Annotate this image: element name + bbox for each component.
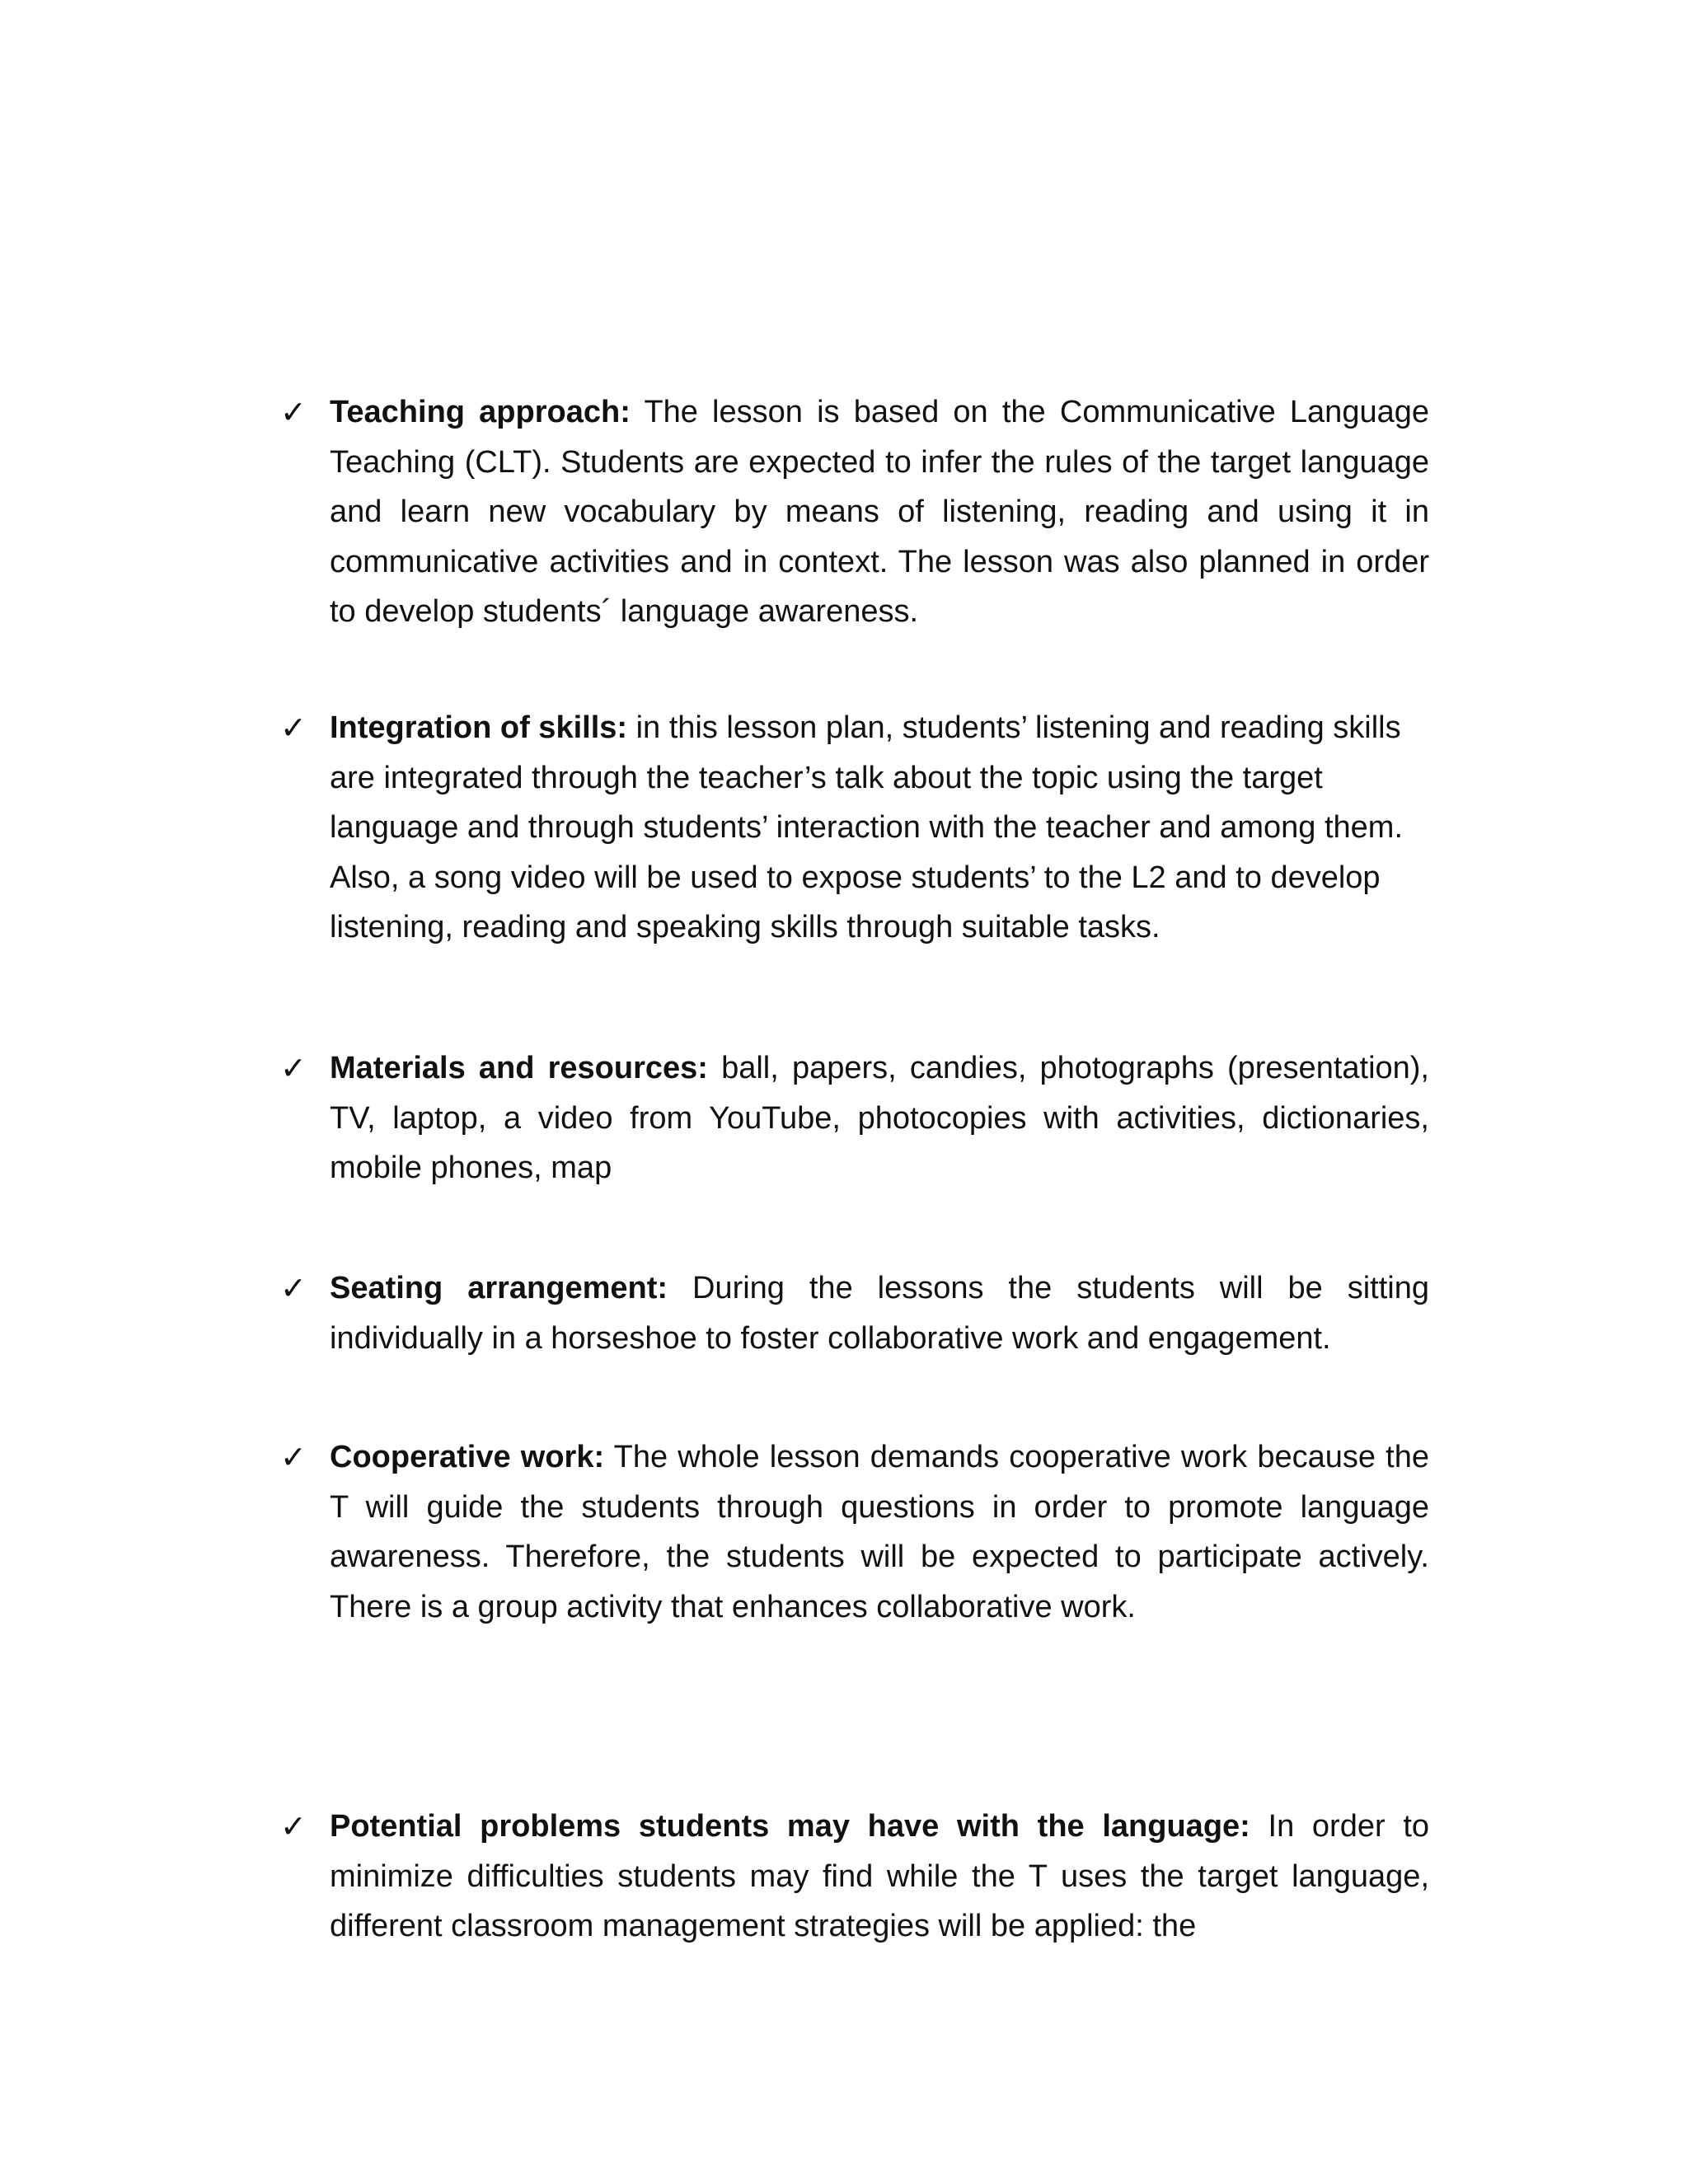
- item-body: In order to minimize difficulties students may find while the T uses the target language, different classroom management strategies will be applied: the: [330, 1809, 1430, 1943]
- check-mark-icon: ✓: [280, 1270, 307, 1306]
- item-body: in this lesson plan, students’ listening and reading skills are integrated through the teacher’s talk about the topic using the target language and through students’ interaction with the teacher and among them. Also, a song video will be used to expose students’ to the L2 and to develop listening, reading and speaking skills through suitable tasks.: [330, 710, 1404, 944]
- check-mark-icon: ✓: [280, 1050, 307, 1086]
- item-body: The lesson is based on the Communicative Language Teaching (CLT). Students are expected to infer the rules of the target language and learn new vocabulary by means of listening, reading and using it in communicative activities and in context. The lesson was also planned in order to develop students´ language awareness.: [330, 395, 1429, 629]
- list-item-teaching-approach: [280, 387, 1434, 637]
- list-item-cooperative-work: [280, 1432, 1434, 1632]
- paragraph-teaching-approach: [330, 387, 1429, 637]
- paragraph-integration-of-skills: [330, 703, 1429, 953]
- item-label: Seating arrangement:: [330, 1271, 668, 1305]
- check-mark-icon: ✓: [280, 1439, 307, 1475]
- item-label: Potential problems students may have with the language:: [330, 1809, 1250, 1844]
- item-label: Integration of skills:: [330, 710, 628, 745]
- list-item-integration-of-skills: [280, 703, 1434, 953]
- paragraph-potential-problems: [330, 1802, 1429, 1952]
- check-mark-icon: ✓: [280, 394, 307, 430]
- item-label: Cooperative work:: [330, 1440, 605, 1474]
- paragraph-seating-arrangement: [330, 1263, 1429, 1363]
- item-label: Materials and resources:: [330, 1051, 708, 1085]
- check-mark-icon: ✓: [280, 1808, 307, 1844]
- item-body: ball, papers, candies, photographs (presentation), TV, laptop, a video from YouTube, photocopies with activities, dictionaries, mobile phones, map: [330, 1051, 1429, 1185]
- paragraph-materials-and-resources: [330, 1043, 1429, 1193]
- list-item-materials-and-resources: [280, 1043, 1434, 1193]
- check-mark-icon: ✓: [280, 710, 307, 746]
- item-body: During the lessons the students will be sitting individually in a horseshoe to foster collaborative work and engagement.: [330, 1271, 1429, 1356]
- item-body: The whole lesson demands cooperative work because the T will guide the students through questions in order to promote language awareness. Therefore, the students will be expected to participate actively. There is a group activity that enhances collaborative work.: [330, 1440, 1429, 1624]
- list-item-seating-arrangement: [280, 1263, 1434, 1363]
- item-label: Teaching approach:: [330, 395, 631, 429]
- paragraph-cooperative-work: [330, 1432, 1429, 1632]
- list-item-potential-problems: [280, 1802, 1434, 1952]
